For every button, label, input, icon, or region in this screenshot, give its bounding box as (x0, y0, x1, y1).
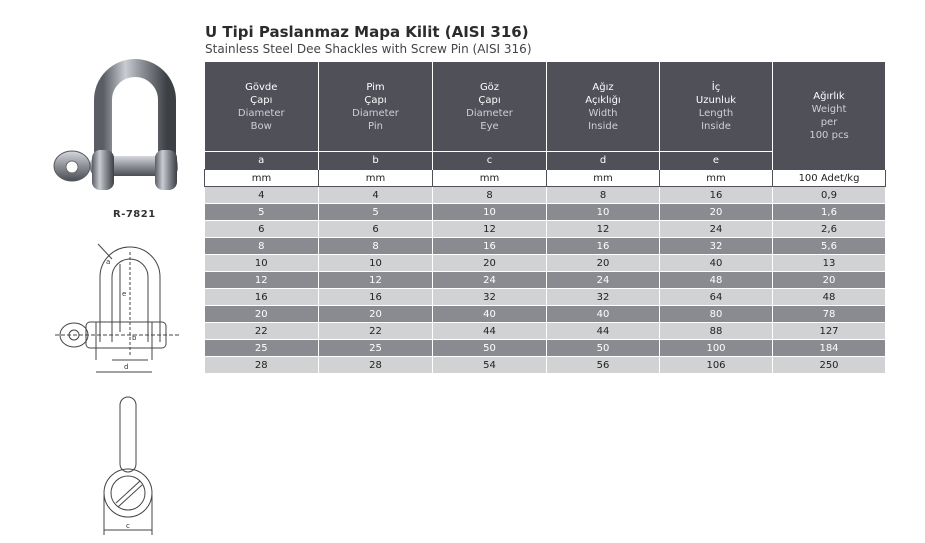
table-cell: 56 (547, 357, 660, 374)
symbol-cell: b (319, 152, 433, 170)
table-row (205, 204, 886, 221)
table-cell: 16 (660, 187, 773, 204)
table-row (205, 221, 886, 238)
table-cell: 22 (205, 323, 319, 340)
table-cell: 8 (547, 187, 660, 204)
table-cell: 78 (773, 306, 886, 323)
symbol-cell: e (660, 152, 773, 170)
table-row (205, 306, 886, 323)
table-cell: 2,6 (773, 221, 886, 238)
table-cell: 1,6 (773, 204, 886, 221)
table-cell: 20 (205, 306, 319, 323)
table-cell: 28 (205, 357, 319, 374)
column-header-c: Göz Çapı Diameter Eye (433, 62, 547, 152)
header-row (205, 62, 886, 152)
table-cell: 24 (547, 272, 660, 289)
symbol-cell: c (433, 152, 547, 170)
table-cell: 12 (205, 272, 319, 289)
table-cell: 88 (660, 323, 773, 340)
dimension-label-a: a (106, 258, 111, 266)
table-cell: 10 (205, 255, 319, 272)
table-cell: 20 (660, 204, 773, 221)
shackle-side-view-drawing-icon (0, 395, 200, 540)
table-cell: 80 (660, 306, 773, 323)
shackle-dimension-drawing-icon (0, 232, 200, 392)
table-cell: 40 (433, 306, 547, 323)
table-cell: 184 (773, 340, 886, 357)
table-cell: 250 (773, 357, 886, 374)
unit-row (205, 170, 886, 187)
table-cell: 20 (433, 255, 547, 272)
table-row (205, 340, 886, 357)
table-cell: 20 (547, 255, 660, 272)
unit-cell: mm (319, 170, 433, 187)
table-cell: 13 (773, 255, 886, 272)
table-cell: 8 (319, 238, 433, 255)
table-cell: 16 (205, 289, 319, 306)
unit-cell: mm (547, 170, 660, 187)
unit-cell: mm (660, 170, 773, 187)
table-cell: 40 (660, 255, 773, 272)
page-subtitle: Stainless Steel Dee Shackles with Screw Pin (AISI 316) (205, 42, 532, 56)
symbol-cell: d (547, 152, 660, 170)
table-cell: 22 (319, 323, 433, 340)
table-cell: 16 (433, 238, 547, 255)
column-header-a: Gövde Çapı Diameter Bow (205, 62, 319, 152)
product-code: R-7821 (113, 209, 156, 220)
spec-table (204, 62, 886, 374)
table-cell: 100 (660, 340, 773, 357)
table-cell: 10 (547, 204, 660, 221)
unit-cell: mm (433, 170, 547, 187)
table-cell: 50 (433, 340, 547, 357)
table-cell: 32 (660, 238, 773, 255)
table-cell: 106 (660, 357, 773, 374)
table-cell: 4 (205, 187, 319, 204)
table-cell: 25 (319, 340, 433, 357)
table-cell: 5 (205, 204, 319, 221)
column-header-d: Ağız Açıklığı Width Inside (547, 62, 660, 152)
table-cell: 54 (433, 357, 547, 374)
table-cell: 50 (547, 340, 660, 357)
column-header-b: Pim Çapı Diameter Pin (319, 62, 433, 152)
table-cell: 5,6 (773, 238, 886, 255)
dimension-label-d: d (124, 363, 129, 371)
table-row (205, 238, 886, 255)
column-header-weight: Ağırlık Weight per 100 pcs (773, 62, 886, 170)
table-row (205, 357, 886, 374)
page-title: U Tipi Paslanmaz Mapa Kilit (AISI 316) (205, 23, 529, 41)
table-cell: 0,9 (773, 187, 886, 204)
table-cell: 28 (319, 357, 433, 374)
symbol-cell: a (205, 152, 319, 170)
table-cell: 64 (660, 289, 773, 306)
table-row (205, 187, 886, 204)
unit-cell: mm (205, 170, 319, 187)
spec-table-body (205, 187, 886, 374)
table-cell: 5 (319, 204, 433, 221)
table-cell: 16 (547, 238, 660, 255)
table-cell: 32 (433, 289, 547, 306)
table-cell: 24 (660, 221, 773, 238)
table-cell: 16 (319, 289, 433, 306)
table-row (205, 323, 886, 340)
table-cell: 8 (205, 238, 319, 255)
table-row (205, 272, 886, 289)
table-cell: 32 (547, 289, 660, 306)
table-row (205, 289, 886, 306)
dimension-label-e: e (122, 290, 127, 298)
table-cell: 24 (433, 272, 547, 289)
table-row (205, 255, 886, 272)
table-cell: 127 (773, 323, 886, 340)
column-header-e: İç Uzunluk Length Inside (660, 62, 773, 152)
table-cell: 48 (660, 272, 773, 289)
table-cell: 20 (319, 306, 433, 323)
table-cell: 6 (319, 221, 433, 238)
table-cell: 6 (205, 221, 319, 238)
shackle-photo-icon (0, 0, 200, 210)
table-cell: 44 (433, 323, 547, 340)
product-illustrations (0, 0, 200, 543)
table-cell: 48 (773, 289, 886, 306)
table-cell: 44 (547, 323, 660, 340)
table-cell: 12 (319, 272, 433, 289)
table-cell: 40 (547, 306, 660, 323)
table-cell: 12 (547, 221, 660, 238)
unit-cell-weight: 100 Adet/kg (773, 170, 886, 187)
dimension-label-b: b (132, 334, 137, 342)
table-cell: 10 (319, 255, 433, 272)
table-cell: 20 (773, 272, 886, 289)
dimension-label-c: c (126, 522, 130, 530)
table-cell: 12 (433, 221, 547, 238)
table-cell: 10 (433, 204, 547, 221)
table-cell: 8 (433, 187, 547, 204)
table-cell: 4 (319, 187, 433, 204)
table-cell: 25 (205, 340, 319, 357)
